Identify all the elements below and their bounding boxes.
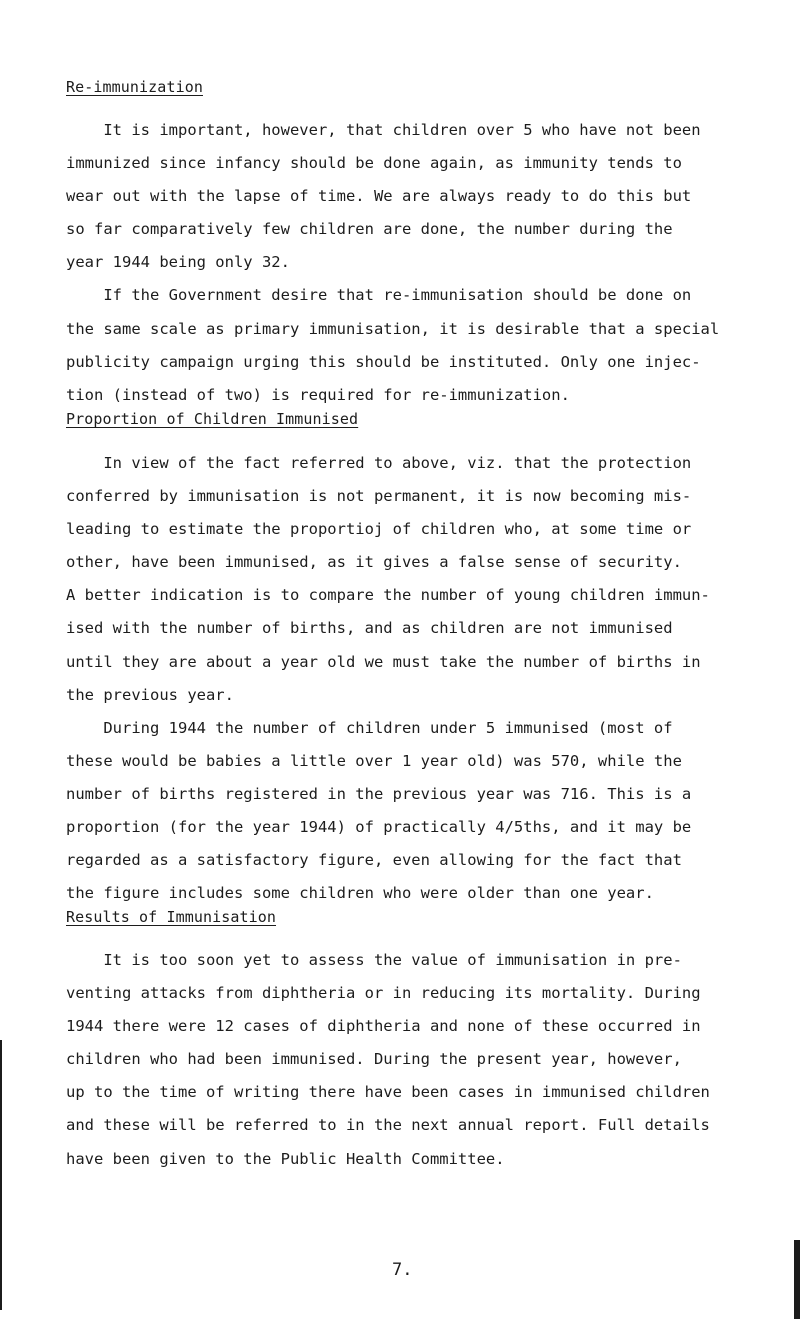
scan-edge-left xyxy=(0,1040,2,1310)
text-line: conferred by immunisation is not permanent, it is now becoming mis- xyxy=(66,487,692,506)
text-line: the same scale as primary immunisation, it is desirable that a special xyxy=(66,319,720,338)
text-line: have been given to the Public Health Committee. xyxy=(66,1149,505,1168)
text-line: wear out with the lapse of time. We are always ready to do this but xyxy=(66,187,692,206)
text-line: It is important, however, that children over 5 who have not been xyxy=(66,121,701,139)
text-line: If the Government desire that re-immunisation should be done on xyxy=(66,286,692,305)
section-body-re-immunization xyxy=(66,114,766,412)
scan-edge-right xyxy=(794,1240,800,1319)
text-line: proportion (for the year 1944) of practically 4/5ths, and it may be xyxy=(66,818,692,837)
section-heading-proportion-immunised: Proportion of Children Immunised xyxy=(66,410,359,428)
text-line: During 1944 the number of children under 5 immunised (most of xyxy=(66,718,673,737)
text-line: immunized since infancy should be done again, as immunity tends to xyxy=(66,154,682,173)
text-line: these would be babies a little over 1 year old) was 570, while the xyxy=(66,751,682,770)
text-line: so far comparatively few children are done, the number during the xyxy=(66,220,673,239)
text-line: leading to estimate the proportioj of children who, at some time or xyxy=(66,520,692,539)
text-line: until they are about a year old we must take the number of births in xyxy=(66,652,701,671)
text-line: venting attacks from diphtheria or in reducing its mortality. During xyxy=(66,984,701,1003)
page-number: 7. xyxy=(392,1260,413,1280)
text-line: other, have been immunised, as it gives a false sense of security. xyxy=(66,553,682,572)
section-heading-results-immunisation: Results of Immunisation xyxy=(66,908,277,926)
text-line: regarded as a satisfactory figure, even allowing for the fact that xyxy=(66,851,682,870)
section-heading-re-immunization: Re-immunization xyxy=(66,78,203,96)
text-line: ised with the number of births, and as children are not immunised xyxy=(66,619,673,638)
section-body-results-immunisation xyxy=(66,944,766,1176)
text-line: tion (instead of two) is required for re-immunization. xyxy=(66,385,570,404)
text-line: number of births registered in the previous year was 716. This is a xyxy=(66,784,692,803)
text-line: children who had been immunised. During the present year, however, xyxy=(66,1050,682,1069)
text-line: the previous year. xyxy=(66,685,234,704)
text-line: 1944 there were 12 cases of diphtheria and none of these occurred in xyxy=(66,1017,701,1036)
section-body-proportion-immunised xyxy=(66,447,766,910)
text-line: year 1944 being only 32. xyxy=(66,253,290,272)
text-line: and these will be referred to in the next annual report. Full details xyxy=(66,1116,710,1135)
text-line: It is too soon yet to assess the value of immunisation in pre- xyxy=(66,951,682,969)
text-line: the figure includes some children who were older than one year. xyxy=(66,884,654,903)
text-line: A better indication is to compare the number of young children immun- xyxy=(66,586,710,605)
text-line: publicity campaign urging this should be instituted. Only one injec- xyxy=(66,352,701,371)
text-line: up to the time of writing there have been cases in immunised children xyxy=(66,1083,710,1102)
text-line: In view of the fact referred to above, viz. that the protection xyxy=(66,454,692,472)
